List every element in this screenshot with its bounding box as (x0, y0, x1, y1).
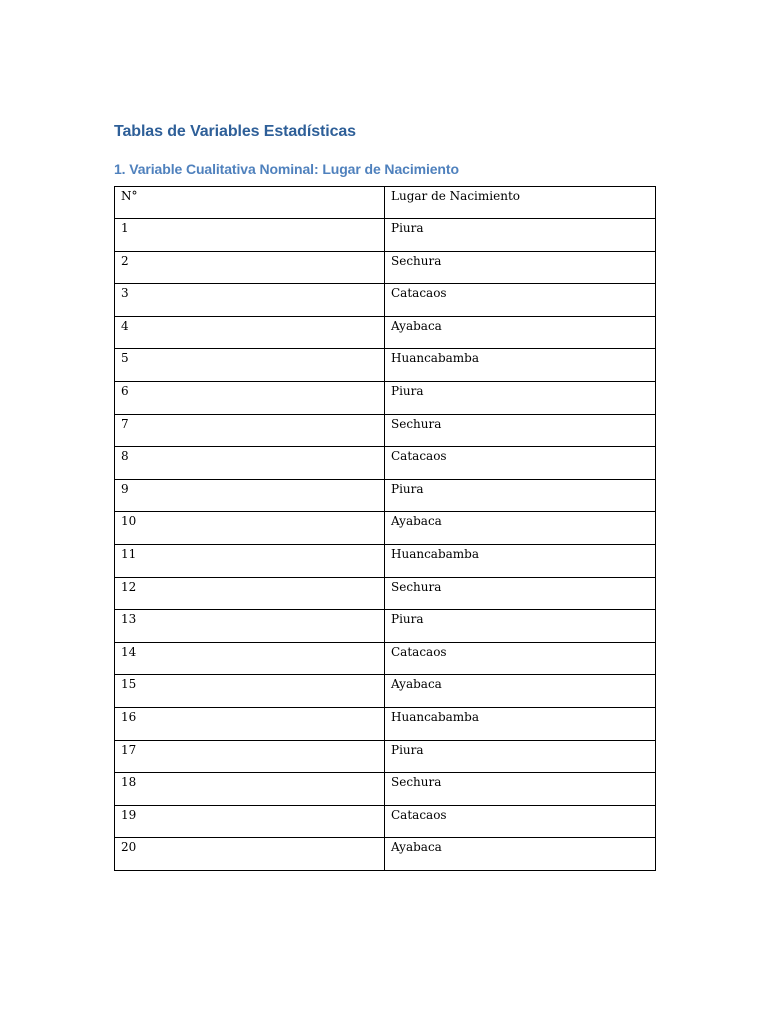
table-row (115, 447, 656, 480)
cell-birthplace: Catacaos (385, 642, 656, 675)
cell-number: 3 (115, 284, 385, 317)
table-row (115, 773, 656, 806)
table-header-row (115, 187, 656, 219)
cell-number: 19 (115, 805, 385, 838)
header-number: N° (115, 187, 385, 219)
table-row (115, 251, 656, 284)
cell-birthplace: Ayabaca (385, 512, 656, 545)
cell-number: 12 (115, 577, 385, 610)
cell-number: 10 (115, 512, 385, 545)
table-row (115, 349, 656, 382)
cell-birthplace: Piura (385, 381, 656, 414)
cell-birthplace: Huancabamba (385, 707, 656, 740)
cell-birthplace: Catacaos (385, 447, 656, 480)
cell-birthplace: Piura (385, 219, 656, 252)
cell-birthplace: Piura (385, 740, 656, 773)
cell-number: 1 (115, 219, 385, 252)
table-row (115, 675, 656, 708)
cell-birthplace: Ayabaca (385, 838, 656, 871)
cell-number: 17 (115, 740, 385, 773)
document-title: Tablas de Variables Estadísticas (114, 123, 356, 140)
cell-number: 14 (115, 642, 385, 675)
cell-number: 20 (115, 838, 385, 871)
table-row (115, 284, 656, 317)
cell-birthplace: Piura (385, 610, 656, 643)
birthplace-table (114, 186, 656, 871)
cell-number: 5 (115, 349, 385, 382)
cell-number: 6 (115, 381, 385, 414)
cell-birthplace: Sechura (385, 577, 656, 610)
table-row (115, 512, 656, 545)
cell-number: 18 (115, 773, 385, 806)
cell-birthplace: Catacaos (385, 284, 656, 317)
cell-birthplace: Piura (385, 479, 656, 512)
cell-number: 9 (115, 479, 385, 512)
table-row (115, 577, 656, 610)
cell-birthplace: Sechura (385, 251, 656, 284)
header-birthplace: Lugar de Nacimiento (385, 187, 656, 219)
cell-birthplace: Huancabamba (385, 349, 656, 382)
cell-birthplace: Sechura (385, 414, 656, 447)
table-row (115, 316, 656, 349)
table-row (115, 381, 656, 414)
table-row (115, 479, 656, 512)
cell-birthplace: Huancabamba (385, 544, 656, 577)
cell-number: 13 (115, 610, 385, 643)
table-row (115, 414, 656, 447)
cell-birthplace: Ayabaca (385, 316, 656, 349)
table-row (115, 805, 656, 838)
table-row (115, 642, 656, 675)
cell-number: 4 (115, 316, 385, 349)
cell-birthplace: Sechura (385, 773, 656, 806)
section-heading: 1. Variable Cualitativa Nominal: Lugar de Nacimiento (114, 161, 459, 177)
table-row (115, 219, 656, 252)
cell-number: 2 (115, 251, 385, 284)
cell-birthplace: Ayabaca (385, 675, 656, 708)
cell-number: 11 (115, 544, 385, 577)
cell-number: 7 (115, 414, 385, 447)
table-row (115, 838, 656, 871)
table-row (115, 544, 656, 577)
table-row (115, 610, 656, 643)
cell-number: 16 (115, 707, 385, 740)
table-body (115, 219, 656, 871)
table-row (115, 740, 656, 773)
table-row (115, 707, 656, 740)
cell-birthplace: Catacaos (385, 805, 656, 838)
cell-number: 15 (115, 675, 385, 708)
cell-number: 8 (115, 447, 385, 480)
